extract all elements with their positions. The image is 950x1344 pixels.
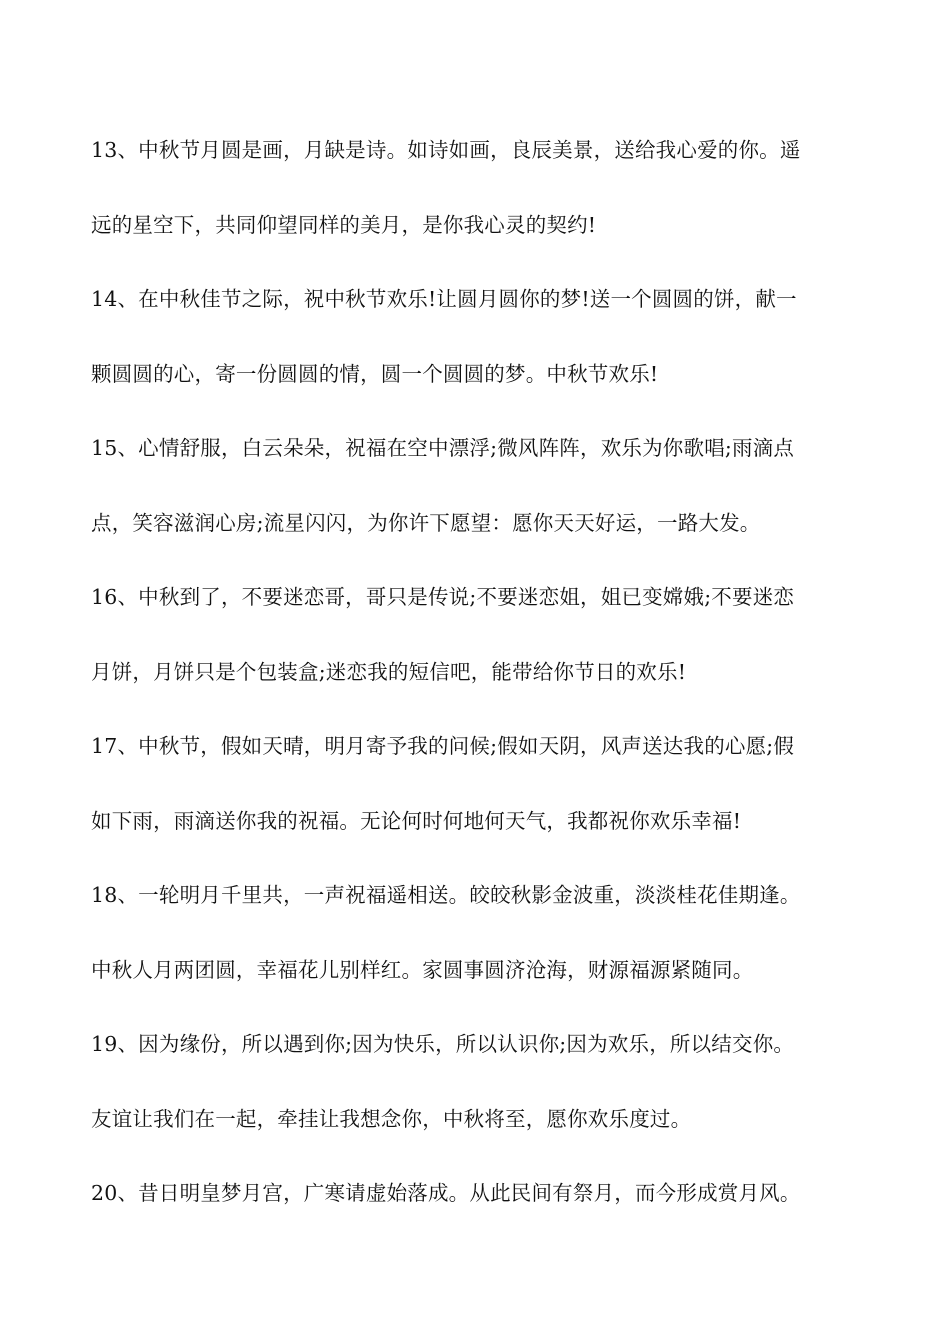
text-line: 16、中秋到了，不要迷恋哥，哥只是传说;不要迷恋姐，姐已变嫦娥;不要迷恋 — [91, 585, 795, 609]
text-line: 中秋人月两团圆，幸福花儿别样红。家圆事圆济沧海，财源福源紧随同。 — [91, 957, 754, 982]
text-line: 15、心情舒服，白云朵朵，祝福在空中漂浮;微风阵阵，欢乐为你歌唱;雨滴点 — [91, 436, 795, 460]
text-line: 点，笑容滋润心房;流星闪闪，为你许下愿望：愿你天天好运，一路大发。 — [91, 510, 761, 535]
text-line: 远的星空下，共同仰望同样的美月，是你我心灵的契约! — [91, 212, 597, 237]
text-line: 月饼，月饼只是个包装盒;迷恋我的短信吧，能带给你节日的欢乐! — [91, 659, 687, 684]
text-line: 17、中秋节，假如天晴，明月寄予我的问候;假如天阴，风声送达我的心愿;假 — [91, 734, 795, 758]
text-line: 18、一轮明月千里共，一声祝福遥相送。皎皎秋影金波重，淡淡桂花佳期逢。 — [91, 883, 801, 907]
text-line: 颗圆圆的心，寄一份圆圆的情，圆一个圆圆的梦。中秋节欢乐! — [91, 361, 659, 386]
text-line: 19、因为缘份，所以遇到你;因为快乐，所以认识你;因为欢乐，所以结交你。 — [91, 1032, 795, 1056]
text-line: 14、在中秋佳节之际，祝中秋节欢乐!让圆月圆你的梦!送一个圆圆的饼，献一 — [91, 287, 797, 311]
text-line: 如下雨，雨滴送你我的祝福。无论何时何地何天气，我都祝你欢乐幸福! — [91, 808, 742, 833]
text-line: 友谊让我们在一起，牵挂让我想念你，中秋将至，愿你欢乐度过。 — [91, 1106, 692, 1131]
text-line: 13、中秋节月圆是画，月缺是诗。如诗如画，良辰美景，送给我心爱的你。遥 — [91, 138, 801, 162]
document-body — [91, 128, 861, 1246]
text-line: 20、昔日明皇梦月宫，广寒请虚始落成。从此民间有祭月，而今形成赏月风。 — [91, 1181, 801, 1205]
